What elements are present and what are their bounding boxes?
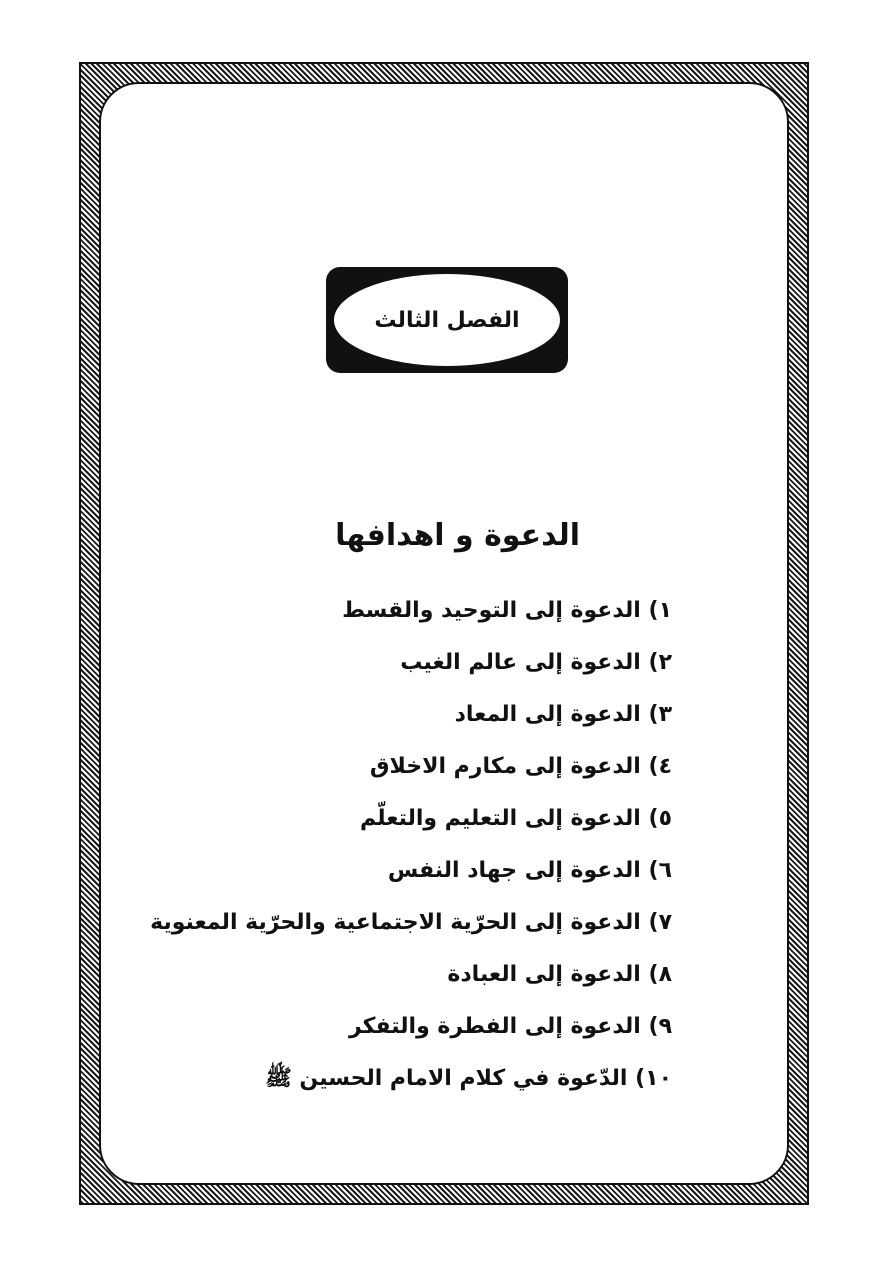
topic-item: ١٠) الدّعوة في كلام الامام الحسين ﷺ — [265, 1066, 672, 1091]
section-title: الدعوة و اهدافها — [335, 518, 580, 553]
topic-item: ٩) الدعوة إلى الفطرة والتفكر — [348, 1014, 672, 1039]
topic-item: ٧) الدعوة إلى الحرّية الاجتماعية والحرّية المعنوية — [150, 910, 672, 935]
chapter-title-box — [326, 267, 568, 373]
topic-item: ٣) الدعوة إلى المعاد — [454, 702, 672, 727]
topic-item: ١) الدعوة إلى التوحيد والقسط — [342, 598, 672, 623]
topic-item: ٦) الدعوة إلى جهاد النفس — [387, 858, 672, 883]
topic-list — [150, 586, 672, 1106]
topic-item: ٤) الدعوة إلى مكارم الاخلاق — [369, 754, 672, 779]
topic-item: ٥) الدعوة إلى التعليم والتعلّم — [359, 806, 672, 831]
topic-item: ٢) الدعوة إلى عالم الغيب — [400, 650, 672, 675]
topic-item: ٨) الدعوة إلى العبادة — [447, 962, 672, 987]
chapter-title-ellipse — [334, 274, 560, 366]
chapter-title: الفصل الثالث — [374, 307, 520, 333]
